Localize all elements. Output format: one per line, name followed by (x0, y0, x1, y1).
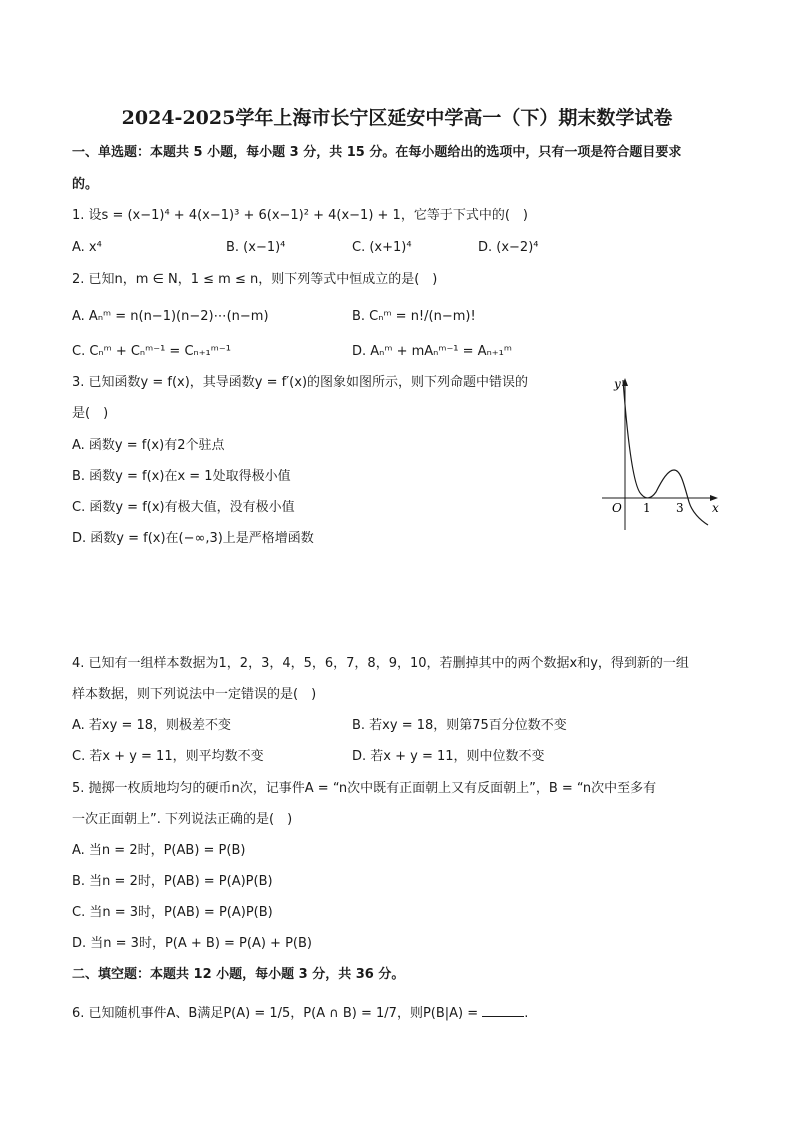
question-6-end: . (524, 1006, 529, 1021)
question-3-option-d: D. 函数y = f(x)在(−∞,3)上是严格增函数 (72, 531, 314, 546)
tick-label-3: 3 (676, 501, 684, 515)
question-3-stem-line1: 3. 已知函数y = f(x)，其导函数y = f′(x)的图象如图所示，则下列命题中错误的 (72, 375, 529, 390)
section-1-heading-line2: 的。 (72, 177, 99, 192)
question-3-option-b: B. 函数y = f(x)在x = 1处取得极小值 (72, 469, 291, 484)
question-4-stem-line2: 样本数据，则下列说法中一定错误的是( ) (72, 687, 317, 702)
question-5-stem-line2: 一次正面朝上”. 下列说法正确的是( ) (72, 812, 293, 827)
question-2-option-a: A. Aₙᵐ = n(n−1)(n−2)⋯(n−m) (72, 309, 269, 324)
question-1-option-d: D. (x−2)⁴ (478, 240, 539, 255)
question-5-option-a: A. 当n = 2时，P(AB) = P(B) (72, 843, 246, 858)
question-2-option-c: C. Cₙᵐ + Cₙᵐ⁻¹ = Cₙ₊₁ᵐ⁻¹ (72, 344, 231, 359)
question-1-option-a: A. x⁴ (72, 240, 102, 255)
question-6 (72, 1004, 528, 1022)
question-4-option-d: D. 若x + y = 11，则中位数不变 (352, 749, 545, 764)
tick-label-1: 1 (643, 501, 651, 515)
question-1-option-b: B. (x−1)⁴ (226, 240, 286, 255)
origin-label: O (612, 501, 622, 515)
question-1-option-c: C. (x+1)⁴ (352, 240, 412, 255)
question-4-option-c: C. 若x + y = 11，则平均数不变 (72, 749, 264, 764)
question-4-option-a: A. 若xy = 18，则极差不变 (72, 718, 232, 733)
question-5-option-b: B. 当n = 2时，P(AB) = P(A)P(B) (72, 874, 273, 889)
question-6-stem: 6. 已知随机事件A、B满足P(A) = 1/5，P(A ∩ B) = 1/7，则P(B|A) = (72, 1006, 479, 1021)
question-3-option-c: C. 函数y = f(x)有极大值，没有极小值 (72, 500, 295, 515)
question-2-stem: 2. 已知n，m ∈ N，1 ≤ m ≤ n，则下列等式中恒成立的是( ) (72, 272, 438, 287)
question-5-stem-line1: 5. 抛掷一枚质地均匀的硬币n次，记事件A = “n次中既有正面朝上又有反面朝上”，B = “n次中至多有 (72, 781, 657, 796)
question-1-stem: 1. 设s = (x−1)⁴ + 4(x−1)³ + 6(x−1)² + 4(x−1) + 1，它等于下式中的( ) (72, 208, 528, 223)
section-1-heading-line1: 一、单选题：本题共 5 小题，每小题 3 分，共 15 分。在每小题给出的选项中，只有一项是符合题目要求 (72, 145, 682, 160)
derivative-curve (623, 380, 708, 525)
question-4-option-b: B. 若xy = 18，则第75百分位数不变 (352, 718, 567, 733)
question-2-option-d: D. Aₙᵐ + mAₙᵐ⁻¹ = Aₙ₊₁ᵐ (352, 344, 512, 359)
answer-blank[interactable] (482, 1004, 524, 1017)
question-2-option-b: B. Cₙᵐ = n!/(n−m)! (352, 309, 476, 324)
question-4-stem-line1: 4. 已知有一组样本数据为1，2，3，4，5，6，7，8，9，10，若删掉其中的两个数据x和y，得到新的一组 (72, 656, 689, 671)
section-2-heading: 二、填空题：本题共 12 小题，每小题 3 分，共 36 分。 (72, 967, 405, 982)
question-5-option-c: C. 当n = 3时，P(AB) = P(A)P(B) (72, 905, 273, 920)
question-3-option-a: A. 函数y = f(x)有2个驻点 (72, 438, 225, 453)
derivative-graph-figure (596, 370, 726, 535)
exam-title: 2024-2025学年上海市长宁区延安中学高一（下）期末数学试卷 (121, 107, 673, 129)
x-axis-label: x (712, 501, 719, 515)
question-3-stem-line2: 是( ) (72, 406, 109, 421)
question-5-option-d: D. 当n = 3时，P(A + B) = P(A) + P(B) (72, 936, 312, 951)
y-axis-label: y (614, 377, 621, 391)
